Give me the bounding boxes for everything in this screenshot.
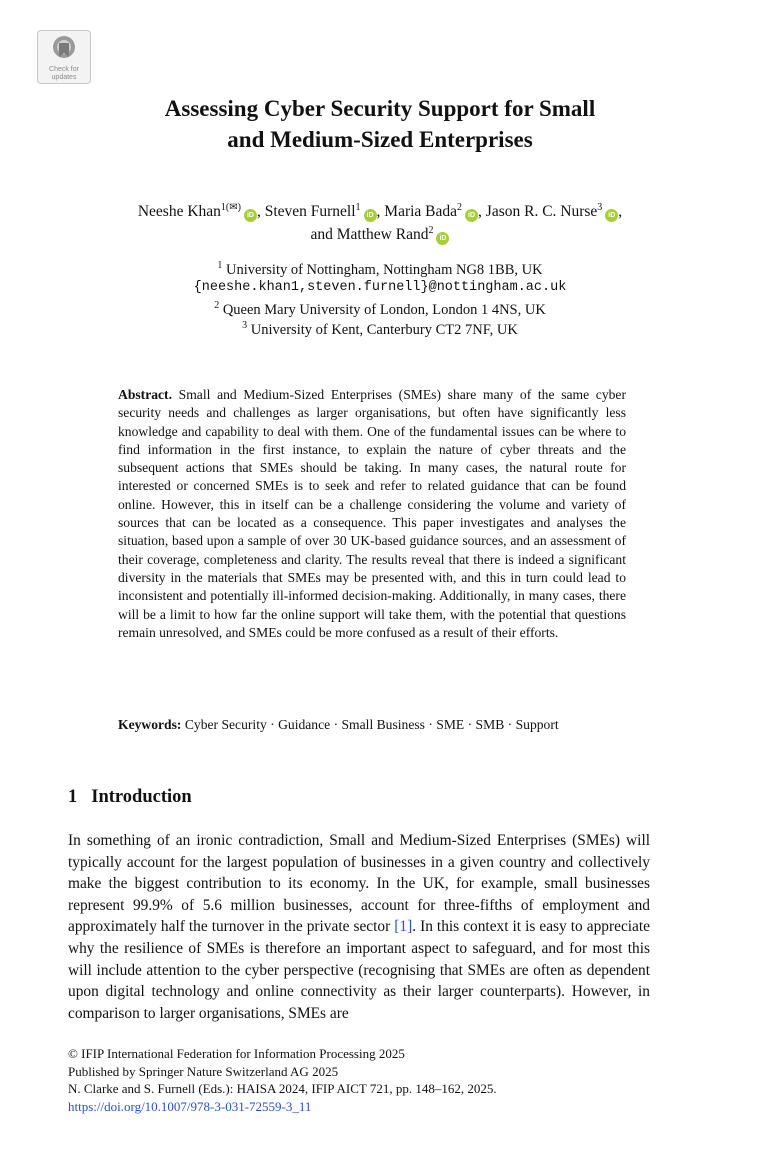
section-heading (68, 787, 192, 808)
abstract-label: Abstract. (118, 387, 172, 402)
author-4-sup: 3 (597, 201, 603, 213)
citation-line: N. Clarke and S. Furnell (Eds.): HAISA 2024, IFIP AICT 721, pp. 148–162, 2025. (68, 1081, 497, 1096)
author-3: , Maria Bada (376, 203, 458, 220)
orcid-icon[interactable]: iD (244, 209, 257, 222)
author-1: Neeshe Khan (137, 203, 221, 220)
title-line2: and Medium-Sized Enterprises (227, 127, 533, 152)
affiliation-3-number: 3 (242, 320, 248, 331)
section-number: 1 (68, 787, 78, 807)
title-line1: Assessing Cyber Security Support for Small (164, 96, 596, 121)
page-footer (68, 1045, 497, 1115)
introduction-paragraph (68, 830, 650, 1024)
author-2-sup: 1 (355, 201, 361, 213)
publisher-line: Published by Springer Nature Switzerland AG 2025 (68, 1063, 339, 1079)
orcid-icon[interactable]: iD (364, 209, 377, 222)
author-1-sup: 1(✉) (220, 201, 241, 213)
orcid-icon[interactable]: iD (436, 232, 449, 245)
section-title: Introduction (91, 787, 192, 807)
keywords-label: Keywords: (118, 717, 182, 732)
affiliation-3 (60, 316, 700, 340)
author-emails (60, 276, 700, 298)
citation-link[interactable]: [1] (394, 918, 413, 936)
author-list (60, 200, 700, 246)
doi-link[interactable]: https://doi.org/10.1007/978-3-031-72559-3_11 (68, 1098, 312, 1114)
affiliation-3-text: University of Kent, Canterbury CT2 7NF, UK (250, 321, 518, 338)
paper-title (80, 93, 680, 155)
abstract-text: Small and Medium-Sized Enterprises (SMEs) share many of the same cyber security needs and challenges as larger organisations, but often have significantly less knowledge and capability to deal with them. One of the fundamental issues can be where to find information in the first instance, to explain the nature of cyber threats and the subsequent actions that SMEs should be taking. In many cases, the natural route for interested or concerned SMEs is to seek and refer to related guidance that can be found online. However, this in itself can be a challenge considering the volume and variety of sources that can be located as a consequence. This paper investigates and analyses the situation, based upon a sample of over 30 UK-based guidance sources, and an assessment of their coverage, completeness and clarity. The results reveal that there is indeed a significant diversity in the materials that SMEs may be presented with, and this in turn could lead to inconsistent and potentially ill-informed decision-making. Additionally, in many cases, there will be a limit to how far the online support will take them, with the potential that questions remain unresolved, and SMEs could be more confused as a result of their efforts. (118, 387, 626, 640)
author-4-tail: , (618, 203, 623, 220)
intro-text-before: In something of an ironic contradiction, Small and Medium-Sized Enterprises (SMEs) will typically account for the largest population of businesses in a given country and collectively make the biggest contribution to its economy. In the UK, for example, small businesses represent 99.9% of 5.6 million businesses, account for three-fifths of employment and approximately half the turnover in the private sector (68, 832, 650, 936)
orcid-icon[interactable]: iD (605, 209, 618, 222)
intro-text-after: . In this context it is easy to appreciate why the resilience of SMEs is therefore an important aspect to safeguard, and for most this will include attention to the cyber perspective (recognising that SMEs are often as dependent upon digital technology and online connectivity as their larger counterparts). However, in comparison to larger organisations, SMEs are (68, 918, 650, 1022)
bookmark-icon (51, 35, 77, 65)
author-4: , Jason R. C. Nurse (478, 203, 598, 220)
affiliation-1-text: University of Nottingham, Nottingham NG8 1BB, UK (226, 261, 543, 278)
keywords-text: Cyber Security · Guidance · Small Business · SME · SMB · Support (184, 717, 559, 732)
keywords (118, 716, 638, 734)
author-3-sup: 2 (457, 201, 463, 213)
affiliation-1-number: 1 (217, 260, 223, 271)
badge-line2: updates (51, 74, 77, 81)
author-5-sup: 2 (428, 224, 434, 236)
author-5: and Matthew Rand (310, 226, 429, 243)
affiliation-2-number: 2 (214, 300, 220, 311)
badge-line1: Check for (49, 66, 79, 73)
orcid-icon[interactable]: iD (465, 209, 478, 222)
abstract (118, 386, 626, 642)
email-addresses[interactable]: {neeshe.khan1,steven.furnell}@nottingham.ac.uk (193, 280, 567, 295)
author-2: , Steven Furnell (256, 203, 356, 220)
copyright-line: © IFIP International Federation for Information Processing 2025 (68, 1046, 405, 1061)
affiliation-2-text: Queen Mary University of London, London 1 4NS, UK (222, 301, 546, 318)
check-for-updates-badge[interactable] (37, 30, 91, 84)
